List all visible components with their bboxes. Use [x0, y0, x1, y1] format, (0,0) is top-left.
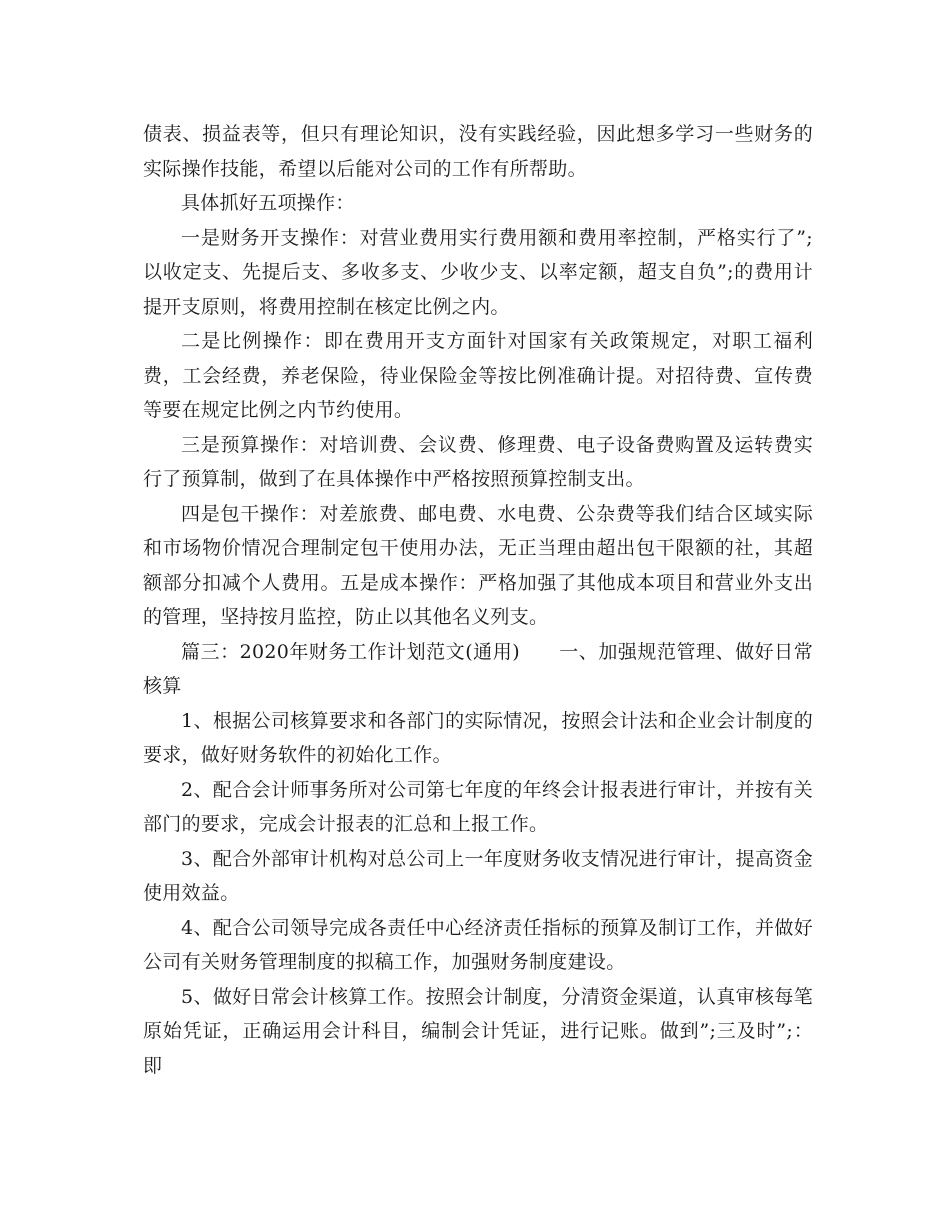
paragraph-section-three-heading: 篇三：2020年财务工作计划范文(通用) 一、加强规范管理、做好日常核算	[143, 640, 813, 697]
paragraph-ratio-operation: 二是比例操作：即在费用开支方面针对国家有关政策规定，对职工福利费，工会经费，养老保险，待业保险金等按比例准确计提。对招待费、宣传费等要在规定比例之内节约使用。	[143, 330, 813, 421]
paragraph-item-5: 5、做好日常会计核算工作。按照会计制度，分清资金渠道，认真审核每笔原始凭证，正确运用会计科目，编制会计凭证，进行记账。做到”;三及时”;：即	[143, 985, 813, 1077]
paragraph-budget-operation: 三是预算操作：对培训费、会议费、修理费、电子设备费购置及运转费实行了预算制，做到了在具体操作中严格按照预算控制支出。	[143, 433, 813, 490]
paragraph-item-3: 3、配合外部审计机构对总公司上一年度财务收支情况进行审计，提高资金使用效益。	[143, 847, 813, 904]
paragraph-lump-sum-operation: 四是包干操作：对差旅费、邮电费、水电费、公杂费等我们结合区域实际和市场物价情况合理制定包干使用办法，无正当理由超出包干限额的社，其超额部分扣减个人费用。五是成本操作：严格加强了其他成本项目和营业外支出的管理，坚持按月监控，防止以其他名义列支。	[143, 502, 813, 628]
paragraph-expense-operation: 一是财务开支操作：对营业费用实行费用额和费用率控制，严格实行了”;以收定支、先提后支、多收多支、少收少支、以率定额，超支自负”;的费用计提开支原则，将费用控制在核定比例之内。	[143, 226, 813, 318]
paragraph-item-2: 2、配合会计师事务所对公司第七年度的年终会计报表进行审计，并按有关部门的要求，完成会计报表的汇总和上报工作。	[143, 778, 813, 835]
paragraph-continuation: 债表、损益表等，但只有理论知识，没有实践经验，因此想多学习一些财务的实际操作技能，希望以后能对公司的工作有所帮助。	[143, 123, 813, 180]
paragraph-item-1: 1、根据公司核算要求和各部门的实际情况，按照会计法和企业会计制度的要求，做好财务软件的初始化工作。	[143, 709, 813, 766]
paragraph-item-4: 4、配合公司领导完成各责任中心经济责任指标的预算及制订工作，并做好公司有关财务管理制度的拟稿工作，加强财务制度建设。	[143, 916, 813, 973]
document-body	[143, 117, 813, 1083]
paragraph-five-operations-heading: 具体抓好五项操作：	[181, 192, 355, 214]
